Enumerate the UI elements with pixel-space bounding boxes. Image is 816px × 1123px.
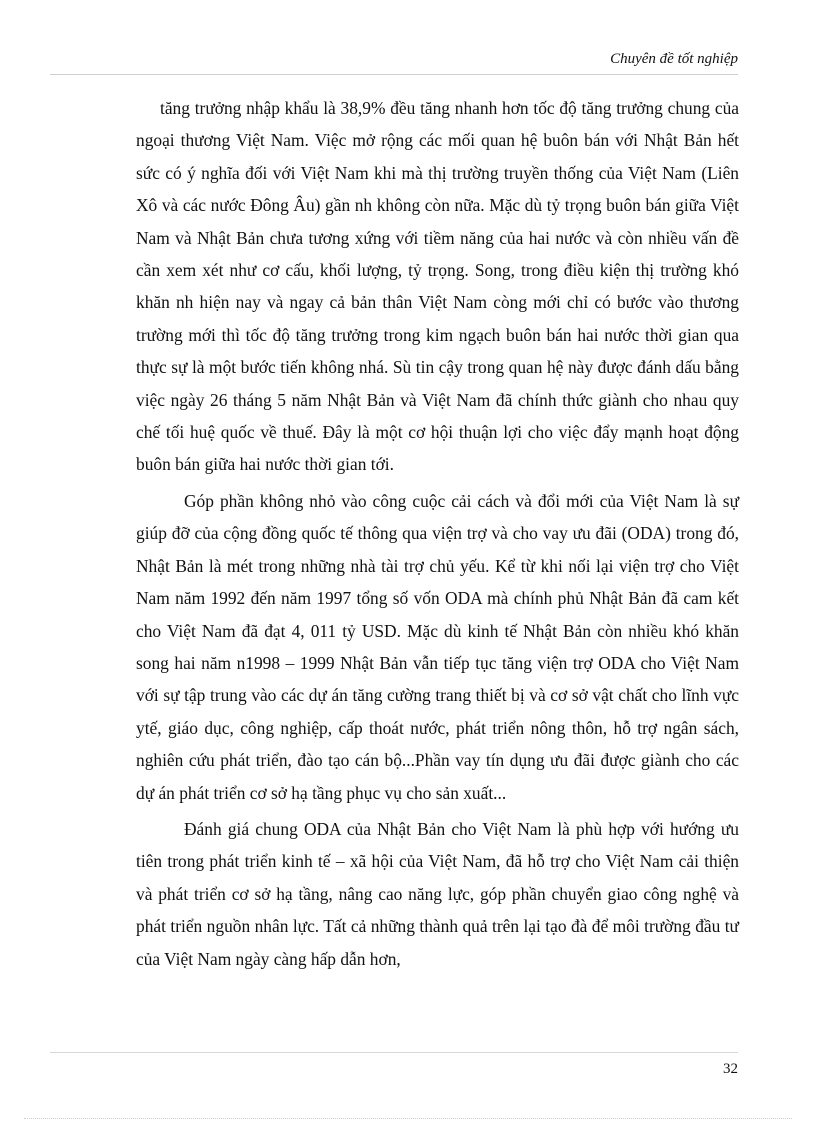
paragraph-2: Góp phần không nhỏ vào công cuộc cải cách và đổi mới của Việt Nam là sự giúp đỡ của cộng đồng quốc tế thông qua viện trợ và cho vay ưu đãi (ODA) trong đó, Nhật Bản là mét trong những nhà tài trợ chủ yếu. Kể từ khi nối lại viện trợ cho Việt Nam năm 1992 đến năm 1997 tổng số vốn ODA mà chính phủ Nhật Bản đã cam kết cho Việt Nam đã đạt 4, 011 tỷ USD. Mặc dù kinh tế Nhật Bản còn nhiều khó khăn song hai năm n1998 – 1999 Nhật Bản vẫn tiếp tục tăng viện trợ ODA cho Việt Nam với sự tập trung vào các dự án tăng cường trang thiết bị và cơ sở vật chất cho lĩnh vực ytế, giáo dục, công nghiệp, cấp thoát nước, phát triển nông thôn, hỗ trợ ngân sách, nghiên cứu phát triển, đào tạo cán bộ...Phần vay tín dụng ưu đãi được giành cho các dự án phát triển cơ sở hạ tầng phục vụ cho sản xuất... [136,490,739,803]
header-divider [50,74,738,75]
page-number: 32 [723,1061,738,1077]
footer-divider [50,1052,738,1053]
page-bottom-border [24,1118,792,1119]
running-header: Chuyên đề tốt nghiệp [610,51,738,67]
document-body [136,92,739,979]
paragraph-1: tăng trưởng nhập khẩu là 38,9% đều tăng nhanh hơn tốc độ tăng trưởng chung của ngoại thương Việt Nam. Việc mở rộng các mối quan hệ buôn bán với Nhật Bản hết sức có ý nghĩa đối với Việt Nam khi mà thị trường truyền thống của Việt Nam (Liên Xô và các nước Đông Âu) gần nh không còn nữa. Mặc dù tỷ trọng buôn bán giữa Việt Nam và Nhật Bản chưa tương xứng với tiềm năng của hai nước và còn nhiều vấn đề cần xem xét như cơ cấu, khối lượng, tỷ trọng. Song, trong điều kiện thị trường khó khăn nh hiện nay và ngay cả bản thân Việt Nam còng mới chỉ có bước vào thương trường mới thì tốc độ tăng trưởng trong kim ngạch buôn bán hai nước thời gian qua thực sự là một bước tiến không nhá. Sù tin cậy trong quan hệ này được đánh dấu bằng việc ngày 26 tháng 5 năm Nhật Bản và Việt Nam đã chính thức giành cho nhau quy chế tối huệ quốc về thuế. Đây là một cơ hội thuận lợi cho việc đẩy mạnh hoạt động buôn bán giữa hai nước thời gian tới. [136,98,739,475]
paragraph-3: Đánh giá chung ODA của Nhật Bản cho Việt Nam là phù hợp với hướng ưu tiên trong phát triển kinh tế – xã hội của Việt Nam, đã hỗ trợ cho Việt Nam cải thiện và phát triển cơ sở hạ tầng, nâng cao năng lực, góp phần chuyển giao công nghệ và phát triển nguồn nhân lực. Tất cả những thành quả trên lại tạo đà để môi trường đầu tư của Việt Nam ngày càng hấp dẫn hơn, [136,818,739,969]
